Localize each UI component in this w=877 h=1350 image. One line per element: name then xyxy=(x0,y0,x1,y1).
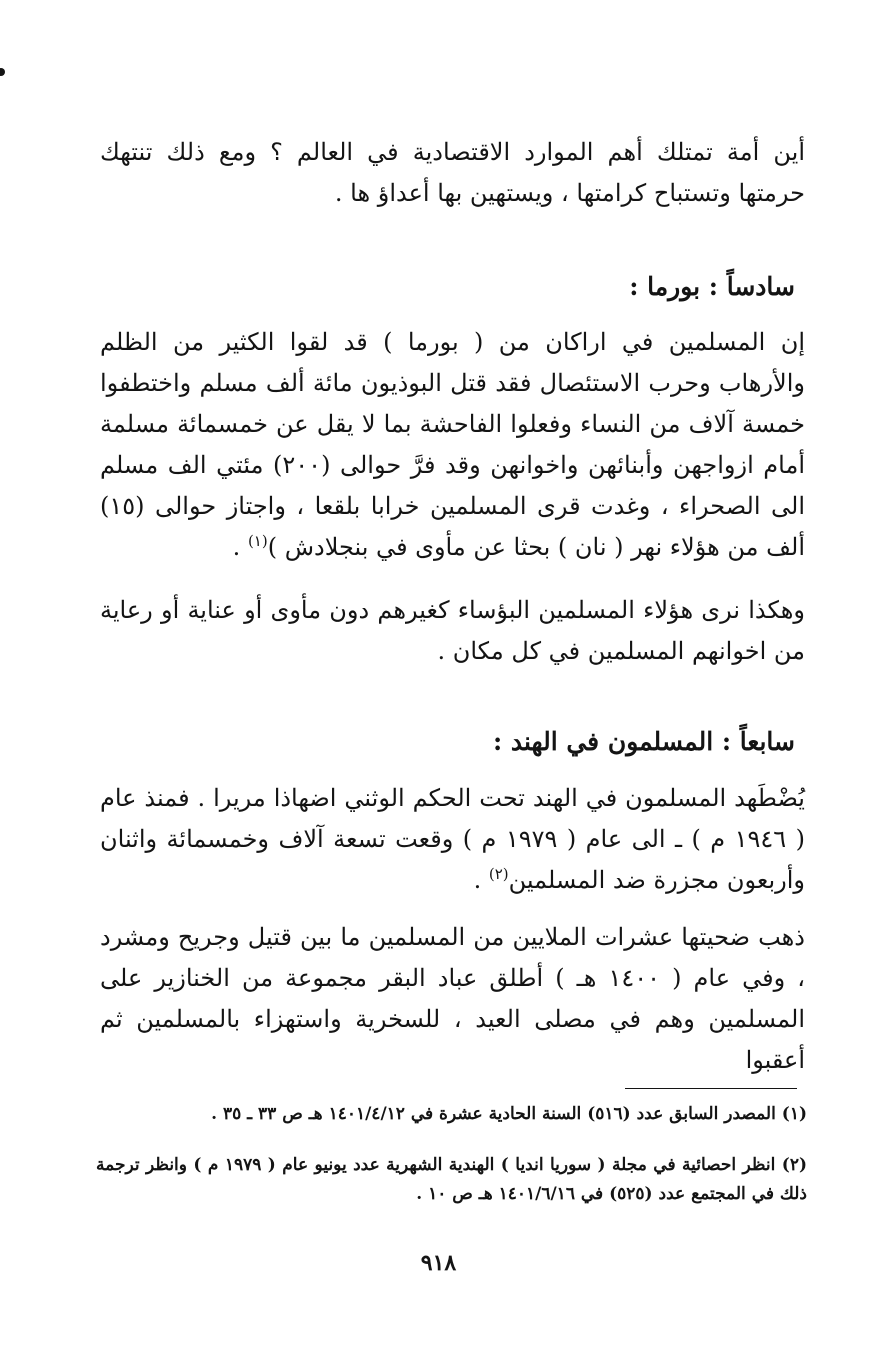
footnote-ref-2: (٢) xyxy=(488,865,509,883)
footnote-separator xyxy=(625,1088,797,1089)
paragraph-india xyxy=(100,778,805,901)
footnote-1: (١) المصدر السابق عدد (٥١٦) السنة الحادية عشرة في ١٤٠١/٤/١٢ هـ ص ٣٣ ـ ٣٥ . xyxy=(211,1104,807,1124)
paragraph-burma-text: إن المسلمين في اراكان من ( بورما ) قد لقوا الكثير من الظلم والأرهاب وحرب الاستئصال فقد قتل البوذيون مائة ألف مسلم واختطفوا خمسة آلاف من النساء وفعلوا الفاحشة بما لا يقل عن خمسمائة مسلمة أمام ازواجهن وأبنائهن واخوانهن وقد فرَّ حوالى (٢٠٠) مئتي الف مسلم الى الصحراء ، وغدت قرى المسلمين خرابا بلقعا ، واجتاز حوالى (١٥) ألف من هؤلاء نهر ( نان ) بحثا عن مأوى في بنجلادش ) xyxy=(100,328,805,561)
paragraph-victims: ذهب ضحيتها عشرات الملايين من المسلمين ما بين قتيل وجريح ومشرد ، وفي عام ( ١٤٠٠ هـ ) أطلق عباد البقر مجموعة من الخنازير على المسلمين وهم في مصلى العيد ، للسخرية واستهزاء بالمسلمين ثم أعقبوا xyxy=(100,923,805,1074)
heading-burma: سادساً : بورما : xyxy=(629,272,795,301)
paragraph-burma-end: . xyxy=(232,533,248,561)
heading-india: سابعاً : المسلمون في الهند : xyxy=(492,727,795,756)
page-number: ٩١٨ xyxy=(420,1250,457,1276)
scan-edge-mark xyxy=(0,68,5,76)
paragraph-no-shelter: وهكذا نرى هؤلاء المسلمين البؤساء كغيرهم دون مأوى أو عناية أو رعاية من اخوانهم المسلمين في كل مكان . xyxy=(100,596,805,665)
footnote-ref-1: (١) xyxy=(247,532,268,550)
paragraph-resources: أين أمة تمتلك أهم الموارد الاقتصادية في العالم ؟ ومع ذلك تنتهك حرمتها وتستباح كرامتها ، ويستهين بها أعداؤ ها . xyxy=(100,138,805,207)
paragraph-burma xyxy=(100,322,805,568)
paragraph-india-text: يُضْطَهد المسلمون في الهند تحت الحكم الوثني اضهاذا مريرا . فمنذ عام ( ١٩٤٦ م ) ـ الى عام ( ١٩٧٩ م ) وقعت تسعة آلاف وخمسمائة واثنان وأربعون مجزرة ضد المسلمين xyxy=(100,784,805,894)
paragraph-india-end: . xyxy=(473,866,489,894)
footnote-2: (٢) انظر احصائية في مجلة ( سوريا انديا ) الهندية الشهرية عدد يونيو عام ( ١٩٧٩ م ) وانظر ترجمة ذلك في المجتمع عدد (٥٢٥) في ١٤٠١/٦/١٦ هـ ص ١٠ . xyxy=(96,1155,807,1204)
